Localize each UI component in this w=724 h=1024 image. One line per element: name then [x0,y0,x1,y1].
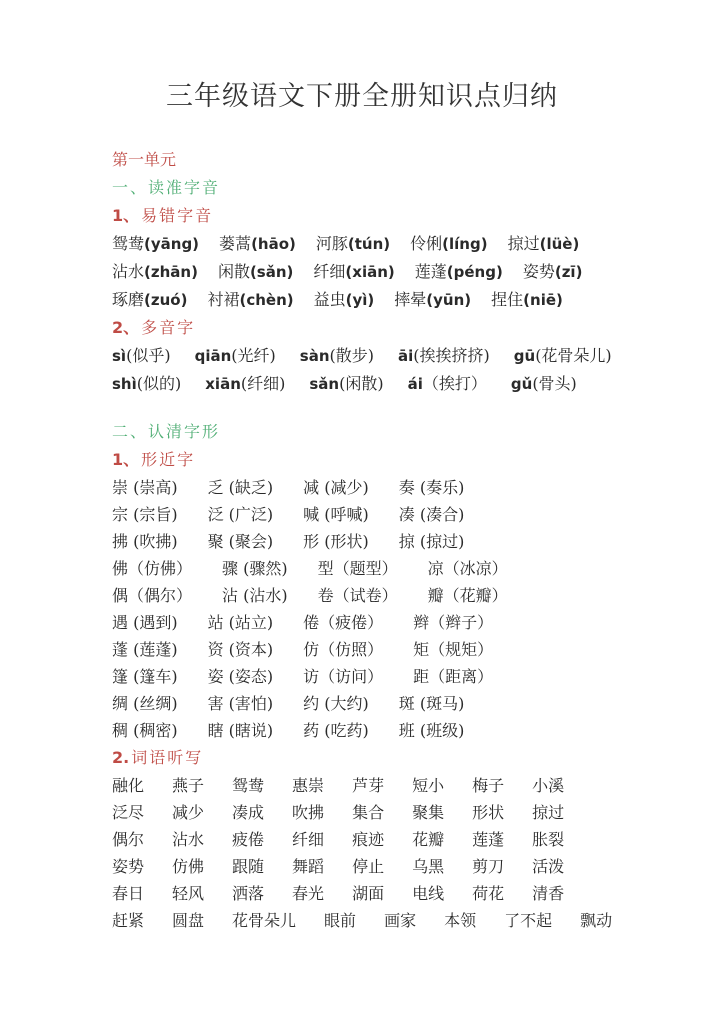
word: 轻风 [172,884,205,903]
document-body [112,146,652,934]
word: 纤细 [292,830,325,849]
word: 型（题型） [317,559,398,578]
word: 本领 [444,911,477,930]
pinyin-reading: shì [112,375,137,393]
pinyin-reading: (xiān) [345,263,395,281]
hanzi-word: (挨挨挤挤) [413,346,490,365]
word-with-pinyin [112,230,199,258]
hanzi-word: 鸳鸯 [112,234,145,253]
text-line [112,663,652,690]
word: 泛尽 [112,803,145,822]
word: 芦芽 [352,776,385,795]
word-with-pinyin [112,370,181,398]
pinyin-reading: (yāng) [144,235,200,253]
word: 害 (害怕) [207,694,274,713]
dictation-words-list [112,772,652,934]
similar-characters-list [112,474,652,744]
hanzi-word: (花骨朵儿) [535,346,612,365]
hanzi-word: 伶俐 [410,234,443,253]
word: 偶尔 [112,830,145,849]
subheading-label: 多音字 [141,318,196,337]
word: 姿势 [112,857,145,876]
word: 痕迹 [352,830,385,849]
hanzi-word: (骨头) [532,374,577,393]
word: 减少 [172,803,205,822]
word-with-pinyin [195,342,276,370]
word: 凑成 [232,803,265,822]
word: 斑 (斑马) [398,694,465,713]
hanzi-word: (似的) [136,374,182,393]
word: 偶（偶尔） [112,586,193,605]
hanzi-word: 摔晕 [394,290,427,309]
word: 瓣（花瓣） [427,586,508,605]
word: 喊 (呼喊) [303,505,369,524]
word-with-pinyin [415,258,503,286]
word: 蓬 (莲蓬) [112,640,178,659]
subheading-number: 1、 [112,450,140,469]
word: 停止 [352,857,385,876]
hanzi-word: (似乎) [126,346,171,365]
text-line [112,880,652,907]
word: 飘动 [580,911,613,930]
hanzi-word: 蒌蒿 [219,234,252,253]
word: 花瓣 [412,830,445,849]
pinyin-reading: (tún) [347,235,391,253]
text-line [112,370,652,398]
text-line [112,501,652,528]
word: 崇 (崇高) [112,478,178,497]
pinyin-reading: (hāo) [251,235,296,253]
word: 短小 [412,776,445,795]
text-line [112,342,652,370]
word-with-pinyin [398,342,490,370]
word: 清香 [532,884,565,903]
word: 姿 (姿态) [207,667,274,686]
text-line [112,258,652,286]
word: 梅子 [472,776,505,795]
word: 融化 [112,776,145,795]
pinyin-reading: qiān [194,347,232,365]
page-title: 三年级语文下册全册知识点归纳 [166,81,558,112]
word: 掠 (掠过) [398,532,465,551]
text-line [112,474,652,501]
pinyin-reading: sàn [299,347,330,365]
hanzi-word: 益虫 [313,290,346,309]
text-line [112,690,652,717]
hanzi-word: (散步) [329,346,374,365]
word-with-pinyin [316,230,390,258]
word-with-pinyin [112,286,187,314]
word-with-pinyin [408,370,487,398]
word: 电线 [412,884,445,903]
word: 眼前 [324,911,357,930]
pinyin-reading: (zhān) [144,263,198,281]
pinyin-reading: (sǎn) [249,263,294,281]
text-line [112,853,652,880]
subheading-similar-characters [112,446,652,474]
word: 小溪 [532,776,565,795]
word-with-pinyin [394,286,471,314]
word: 荷花 [472,884,505,903]
text-line [112,826,652,853]
pinyin-reading: (yūn) [426,291,472,309]
word: 卷（试卷） [317,586,398,605]
subheading-number: 2、 [112,318,140,337]
hanzi-word: 沾水 [112,262,145,281]
word: 站 (站立) [207,613,274,632]
pinyin-reading: gū [513,347,536,365]
word: 泛 (广泛) [207,505,274,524]
word: 瞎 (瞎说) [207,721,274,740]
subheading-error-prone-sounds [112,202,652,230]
word: 稠 (稠密) [112,721,178,740]
word: 春光 [292,884,325,903]
pinyin-reading: xiān [205,375,241,393]
word: 燕子 [172,776,205,795]
word-with-pinyin [511,370,577,398]
hanzi-word: (纤细) [240,374,286,393]
word-with-pinyin [313,258,394,286]
word-with-pinyin [112,342,171,370]
pinyin-reading: ái [407,375,423,393]
text-line [112,582,652,609]
pinyin-reading: (líng) [442,235,488,253]
pinyin-reading: (yì) [345,291,375,309]
pinyin-reading: gǔ [510,375,533,393]
word-with-pinyin [309,370,383,398]
word: 乌黑 [412,857,445,876]
word: 仿佛 [172,857,205,876]
word: 湖面 [352,884,385,903]
word-with-pinyin [112,258,198,286]
word: 胀裂 [532,830,565,849]
word: 舞蹈 [292,857,325,876]
pinyin-reading: (péng) [446,263,503,281]
subheading-number: 1、 [112,206,140,225]
hanzi-word: 捏住 [491,290,524,309]
hanzi-word: 掠过 [507,234,540,253]
word: 形状 [472,803,505,822]
word: 聚 (聚会) [207,532,274,551]
word-with-pinyin [219,230,296,258]
hanzi-word: 姿势 [522,262,555,281]
pinyin-reading: āi [398,347,414,365]
word: 沾 (沾水) [222,586,288,605]
word: 花骨朵儿 [232,911,297,930]
word: 仿（仿照） [303,640,384,659]
text-line [112,772,652,799]
text-line [112,907,652,934]
subheading-label: 形近字 [141,450,196,469]
word: 访（访问） [303,667,384,686]
word: 疲倦 [232,830,265,849]
hanzi-word: 莲蓬 [414,262,447,281]
text-line [112,528,652,555]
word: 倦（疲倦） [303,613,384,632]
word-with-pinyin [314,286,375,314]
text-line [112,230,652,258]
subheading-label: 易错字音 [141,206,214,225]
subheading-number: 2. [112,748,130,767]
word: 形 (形状) [303,532,369,551]
hanzi-word: (闲散) [339,374,384,393]
pinyin-reading: (niē) [523,291,563,309]
text-line [112,799,652,826]
word: 吹拂 [292,803,325,822]
word: 佛（仿佛） [112,559,193,578]
hanzi-word: 河豚 [315,234,348,253]
word-with-pinyin [300,342,374,370]
pinyin-reading: sǎn [309,375,340,393]
word: 减 (减少) [303,478,369,497]
word-with-pinyin [523,258,583,286]
word: 矩（规矩） [413,640,494,659]
word-with-pinyin [410,230,487,258]
word-with-pinyin [508,230,580,258]
word: 骤 (骤然) [222,559,288,578]
word: 鸳鸯 [232,776,265,795]
word: 凑 (凑合) [398,505,465,524]
word: 凉（冰凉） [427,559,508,578]
word: 班 (班级) [398,721,465,740]
subheading-dictation-words [112,744,652,772]
hanzi-word: 衬裙 [207,290,240,309]
pinyin-reading: (zuó) [144,291,188,309]
text-line [112,717,652,744]
hanzi-word: 纤细 [313,262,346,281]
pinyin-reading: (zī) [554,263,583,281]
word: 剪刀 [472,857,505,876]
hanzi-word: （挨打） [422,374,487,393]
word-with-pinyin [491,286,563,314]
word: 洒落 [232,884,265,903]
word: 拂 (吹拂) [112,532,178,551]
text-line [112,555,652,582]
word-with-pinyin [218,258,293,286]
word: 宗 (宗旨) [112,505,178,524]
word: 绸 (丝绸) [112,694,178,713]
word: 跟随 [232,857,265,876]
word: 赶紧 [112,911,145,930]
subheading-label: 词语听写 [131,748,204,767]
word: 了不起 [504,911,553,930]
word: 约 (大约) [303,694,369,713]
word-with-pinyin [514,342,612,370]
text-line [112,609,652,636]
hanzi-word: (光纤) [231,346,276,365]
word: 集合 [352,803,385,822]
pinyin-reading: (lüè) [539,235,580,253]
unit-heading: 第一单元 [112,150,177,169]
text-line [112,636,652,663]
text-line [112,286,652,314]
word: 莲蓬 [472,830,505,849]
word: 沾水 [172,830,205,849]
subheading-polyphones [112,314,652,342]
pinyin-reading: (chèn) [239,291,294,309]
word-with-pinyin [205,370,285,398]
word: 惠崇 [292,776,325,795]
pinyin-reading: sì [112,347,127,365]
word: 资 (资本) [207,640,274,659]
word-with-pinyin [207,286,293,314]
word: 药 (吃药) [303,721,369,740]
word: 乏 (缺乏) [207,478,274,497]
word: 聚集 [412,803,445,822]
polyphones-list [112,342,652,398]
word: 掠过 [532,803,565,822]
word: 春日 [112,884,145,903]
section-heading-pronunciation: 一、读准字音 [112,178,221,197]
hanzi-word: 琢磨 [112,290,145,309]
word: 距（距离） [413,667,494,686]
section-heading-characters: 二、认清字形 [112,422,221,441]
word: 圆盘 [172,911,205,930]
word: 画家 [384,911,417,930]
hanzi-word: 闲散 [217,262,250,281]
word: 篷 (篷车) [112,667,178,686]
word: 遇 (遇到) [112,613,178,632]
word: 活泼 [532,857,565,876]
error-prone-sounds-list [112,230,652,314]
word: 奏 (奏乐) [398,478,465,497]
word: 辫（辫子） [413,613,494,632]
